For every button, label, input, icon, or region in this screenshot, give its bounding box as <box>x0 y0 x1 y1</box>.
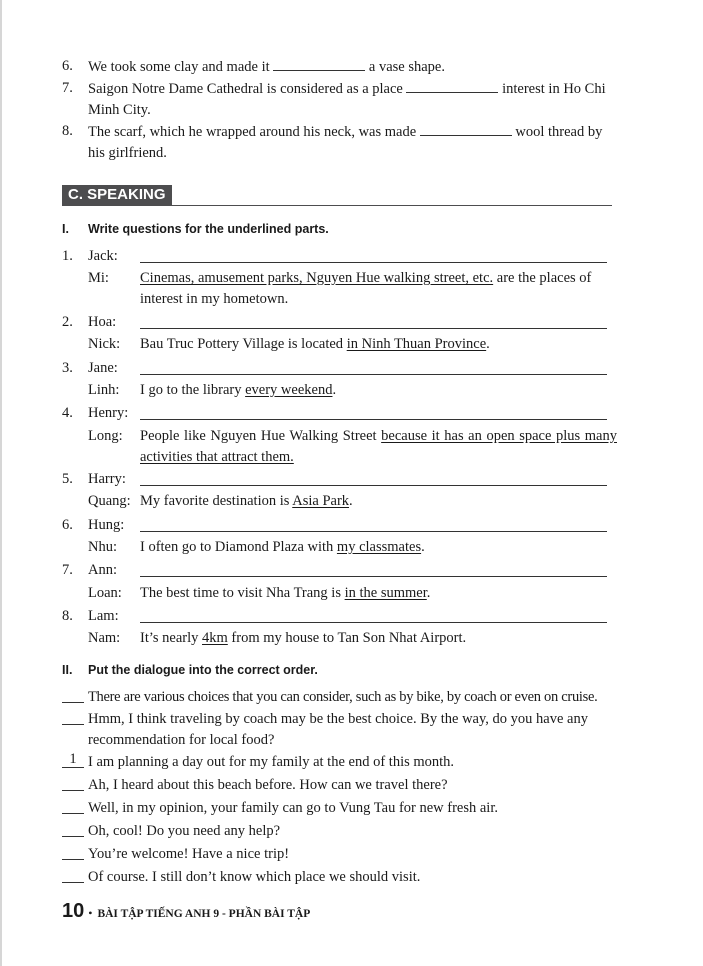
underlined-part: 4km <box>202 630 228 646</box>
sentence-end: wool thread by his girlfriend. <box>88 124 603 161</box>
response-item <box>62 537 617 558</box>
page-footer <box>62 900 310 923</box>
exercise-item <box>62 56 617 78</box>
sentence-start: We took some clay and made it <box>88 59 270 75</box>
order-blank[interactable] <box>62 821 84 837</box>
response-item <box>62 380 617 401</box>
question-answer-line[interactable] <box>140 531 607 532</box>
item-number: 6. <box>62 58 73 74</box>
order-blank[interactable] <box>62 867 84 883</box>
response-text: . <box>421 539 425 555</box>
dialogue-text: There are various choices that you can consider, such as by bike, by coach or even on cruise. <box>88 689 598 705</box>
footer-bullet: • <box>88 906 93 920</box>
response-item <box>62 628 617 649</box>
question-answer-line[interactable] <box>140 485 607 486</box>
item-number: 7. <box>62 80 73 96</box>
speaker-name: Long: <box>88 428 123 444</box>
dialogue-line <box>62 798 617 819</box>
item-number: 5. <box>62 471 73 487</box>
answer-blank[interactable] <box>406 78 498 93</box>
underlined-part: my classmates <box>336 539 422 555</box>
response-item <box>62 426 617 468</box>
book-title: BÀI TẬP TIẾNG ANH 9 - PHẦN BÀI TẬP <box>97 908 311 920</box>
sentence-start: The scarf, which he wrapped around his neck, was made <box>88 124 417 140</box>
question-answer-line[interactable] <box>140 262 607 263</box>
page-edge <box>0 0 2 966</box>
response-text: from my house to Tan Son Nhat Airport. <box>227 630 467 646</box>
order-blank[interactable] <box>62 709 84 725</box>
underlined-part: Asia Park <box>292 493 350 509</box>
response-text: are the places of interest in my hometown. <box>140 270 592 307</box>
question-answer-line[interactable] <box>140 328 607 329</box>
order-blank[interactable] <box>62 687 84 703</box>
speaker-name: Hoa: <box>88 314 117 330</box>
exercise-item <box>62 78 617 121</box>
dialogue-line <box>62 775 617 796</box>
task-number: II. <box>62 663 73 677</box>
response-text: My favorite destination is <box>140 493 293 509</box>
page-number: 10 <box>62 900 85 922</box>
underlined-part: Cinemas, amusement parks, Nguyen Hue walking street, etc. <box>140 270 494 286</box>
response-item <box>62 268 617 310</box>
dialogue-text: You’re welcome! Have a nice trip! <box>88 846 290 862</box>
speaker-name: Jack: <box>88 248 118 264</box>
item-number: 7. <box>62 562 73 578</box>
dialogue-text: Oh, cool! Do you need any help? <box>88 823 281 839</box>
response-text: The best time to visit Nha Trang is <box>140 585 345 601</box>
item-number: 4. <box>62 405 73 421</box>
task-text: Write questions for the underlined parts. <box>88 222 329 236</box>
dialogue-text: I am planning a day out for my family at the end of this month. <box>88 754 455 770</box>
speaker-name: Mi: <box>88 270 109 286</box>
dialogue-text: Ah, I heard about this beach before. How can we travel there? <box>88 777 448 793</box>
section-divider <box>62 205 612 206</box>
response-text: . <box>486 336 490 352</box>
dialogue-line <box>62 687 617 708</box>
underlined-part: every weekend <box>245 382 333 398</box>
sentence-start: Saigon Notre Dame Cathedral is considered as a place <box>88 81 403 97</box>
speaker-name: Nick: <box>88 336 121 352</box>
dialogue-text: Of course. I still don’t know which place we should visit. <box>88 869 421 885</box>
question-answer-line[interactable] <box>140 374 607 375</box>
item-number: 6. <box>62 517 73 533</box>
dialogue-line <box>62 844 617 865</box>
response-item <box>62 334 617 355</box>
dialogue-line <box>62 821 617 842</box>
item-number: 8. <box>62 608 73 624</box>
question-answer-line[interactable] <box>140 576 607 577</box>
response-item <box>62 491 617 512</box>
underlined-part: in the summer <box>344 585 427 601</box>
question-answer-line[interactable] <box>140 622 607 623</box>
order-blank[interactable]: 1 <box>62 752 84 768</box>
item-number: 8. <box>62 123 73 139</box>
order-blank[interactable] <box>62 775 84 791</box>
response-item <box>62 583 617 604</box>
underlined-part: in Ninh Thuan Province <box>346 336 487 352</box>
item-number: 1. <box>62 248 73 264</box>
speaker-name: Loan: <box>88 585 122 601</box>
response-text: . <box>426 585 431 601</box>
speaker-name: Hung: <box>88 517 125 533</box>
sentence-end: a vase shape. <box>368 59 445 75</box>
response-text: . <box>332 382 337 398</box>
task-instruction <box>62 222 329 236</box>
order-blank[interactable] <box>62 798 84 814</box>
answer-blank[interactable] <box>273 56 365 71</box>
dialogue-line <box>62 709 617 751</box>
task-text: Put the dialogue into the correct order. <box>88 663 318 677</box>
task-number: I. <box>62 222 69 236</box>
underlined-part: because it has an open space plus many activities that attract them. <box>140 428 617 465</box>
response-text: People like Nguyen Hue Walking Street <box>140 428 382 444</box>
question-answer-line[interactable] <box>140 419 607 420</box>
speaker-name: Quang: <box>88 493 131 509</box>
speaker-name: Lam: <box>88 608 119 624</box>
dialogue-line <box>62 867 617 888</box>
response-text: I often go to Diamond Plaza with <box>140 539 337 555</box>
response-text: I go to the library <box>140 382 246 398</box>
dialogue-line <box>62 752 617 773</box>
answer-blank[interactable] <box>420 121 512 136</box>
speaker-name: Ann: <box>88 562 117 578</box>
order-blank[interactable] <box>62 844 84 860</box>
task-instruction <box>62 663 318 677</box>
dialogue-text: Well, in my opinion, your family can go to Vung Tau for new fresh air. <box>88 800 498 816</box>
speaker-name: Nhu: <box>88 539 117 555</box>
response-text: It’s nearly <box>140 630 203 646</box>
response-text: Bau Truc Pottery Village is located <box>140 336 347 352</box>
speaker-name: Nam: <box>88 630 121 646</box>
item-number: 3. <box>62 360 73 376</box>
speaker-name: Jane: <box>88 360 118 376</box>
speaker-name: Henry: <box>88 405 129 421</box>
speaker-name: Linh: <box>88 382 120 398</box>
sentence-end: interest in Ho Chi Minh City. <box>88 81 606 118</box>
item-number: 2. <box>62 314 73 330</box>
section-heading: C. SPEAKING <box>62 185 172 205</box>
speaker-name: Harry: <box>88 471 126 487</box>
response-text: . <box>349 493 353 509</box>
dialogue-text: Hmm, I think traveling by coach may be the best choice. By the way, do you have any recommendation for local food? <box>88 711 588 748</box>
exercise-item <box>62 121 617 164</box>
